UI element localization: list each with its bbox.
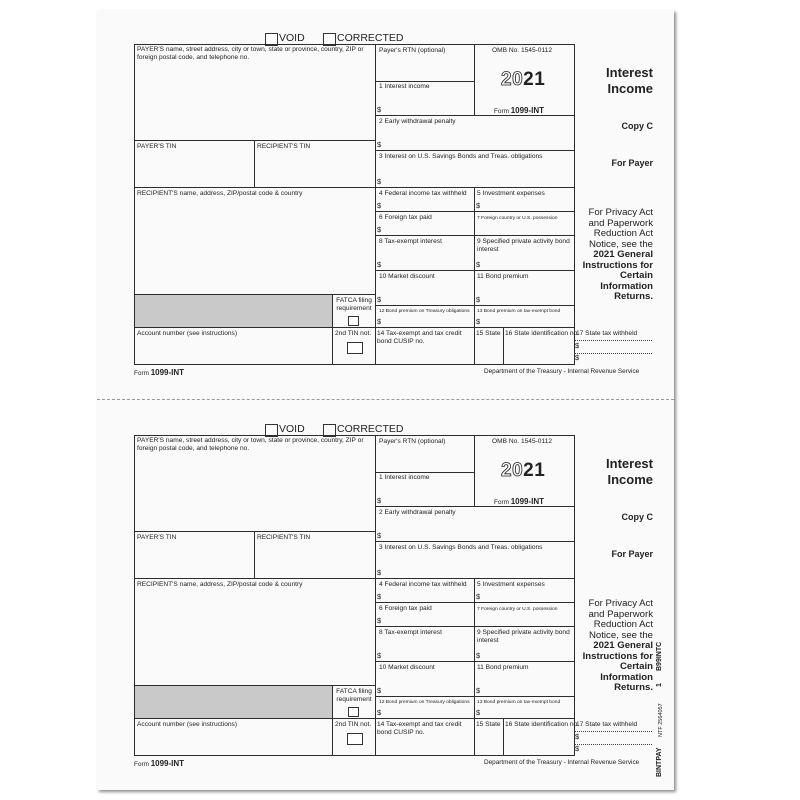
void-label: VOID bbox=[279, 32, 305, 44]
box11-label: 11 Bond premium bbox=[477, 273, 529, 280]
second-tin-checkbox[interactable] bbox=[347, 342, 363, 354]
fatca-label: FATCA filing requirement bbox=[336, 688, 372, 703]
form-label: Form 1099-INT bbox=[494, 106, 545, 115]
recipient-info-label: RECIPIENT'S name, address, ZIP/postal code & country bbox=[137, 190, 303, 197]
box10-dollar: $ bbox=[377, 295, 382, 304]
box6-dollar: $ bbox=[377, 616, 382, 625]
box3-label: 3 Interest on U.S. Savings Bonds and Treas. obligations bbox=[379, 544, 543, 551]
void-label: VOID bbox=[279, 423, 305, 435]
payer-tin-label: PAYER'S TIN bbox=[137, 534, 177, 541]
shaded-area bbox=[134, 294, 332, 327]
box17-dollar-1: $ bbox=[575, 341, 580, 350]
box2-dollar: $ bbox=[377, 531, 382, 540]
form-title: Interest Income bbox=[606, 456, 653, 487]
box17-dollar-1: $ bbox=[575, 732, 580, 741]
box6-label: 6 Foreign tax paid bbox=[379, 214, 432, 221]
payer-info-field[interactable] bbox=[135, 64, 374, 139]
copy-label: Copy C bbox=[621, 512, 653, 522]
box5-dollar: $ bbox=[476, 201, 481, 210]
form-title: Interest Income bbox=[606, 65, 653, 96]
box14-label: 14 Tax-exempt and tax credit bond CUSIP no. bbox=[377, 721, 462, 736]
box13-label: 13 Bond premium on tax-exempt bond bbox=[477, 700, 561, 705]
box17-label: 17 State tax withheld bbox=[576, 330, 638, 337]
recipient-tin-label: RECIPIENT'S TIN bbox=[257, 534, 311, 541]
product-code: B99INTC bbox=[656, 641, 663, 671]
department-label: Department of the Treasury - Internal Revenue Service bbox=[484, 368, 640, 375]
box11-dollar: $ bbox=[476, 295, 481, 304]
box12-dollar: $ bbox=[377, 708, 382, 717]
box3-dollar: $ bbox=[377, 568, 382, 577]
box16-label: 16 State identification no. bbox=[505, 721, 580, 728]
privacy-notice: For Privacy Act and Paperwork Reduction Act Notice, see the 2021 General Instructions for Certain Information Returns. bbox=[582, 207, 653, 302]
box9-label: 9 Specified private activity bond interest bbox=[477, 629, 570, 644]
box17-dollar-2: $ bbox=[575, 744, 580, 753]
box5-label: 5 Investment expenses bbox=[477, 581, 545, 588]
box1-dollar: $ bbox=[377, 496, 382, 505]
box8-dollar: $ bbox=[377, 651, 382, 660]
box10-label: 10 Market discount bbox=[379, 273, 435, 280]
box1-dollar: $ bbox=[377, 105, 382, 114]
box12-label: 12 Bond premium on Treasury obligations bbox=[379, 700, 470, 705]
omb-number: OMB No. 1545-0112 bbox=[492, 47, 552, 54]
box13-dollar: $ bbox=[476, 708, 481, 717]
box9-dollar: $ bbox=[476, 260, 481, 269]
box4-dollar: $ bbox=[377, 592, 382, 601]
form-label: Form 1099-INT bbox=[494, 497, 545, 506]
box1-label: 1 Interest income bbox=[379, 474, 430, 481]
box16-label: 16 State identification no. bbox=[505, 330, 580, 337]
box15-label: 15 State bbox=[476, 330, 501, 337]
box2-label: 2 Early withdrawal penalty bbox=[379, 118, 456, 125]
ntf-code: NTF 2564057 bbox=[658, 703, 664, 737]
payer-info-label: PAYER'S name, street address, city or town, state or province, country, ZIP or foreign postal code, and telephone no. bbox=[137, 46, 364, 61]
box15-label: 15 State bbox=[476, 721, 501, 728]
box11-dollar: $ bbox=[476, 686, 481, 695]
box14-label: 14 Tax-exempt and tax credit bond CUSIP no. bbox=[377, 330, 462, 345]
shaded-area bbox=[134, 685, 332, 718]
fatca-checkbox[interactable] bbox=[348, 316, 359, 326]
box3-label: 3 Interest on U.S. Savings Bonds and Treas. obligations bbox=[379, 153, 543, 160]
box5-dollar: $ bbox=[476, 592, 481, 601]
form-1099-int-copy-top bbox=[97, 10, 674, 390]
second-tin-checkbox[interactable] bbox=[347, 733, 363, 745]
box17-dollar-2: $ bbox=[575, 353, 580, 362]
fatca-label: FATCA filing requirement bbox=[336, 297, 372, 312]
department-label: Department of the Treasury - Internal Revenue Service bbox=[484, 759, 640, 766]
box8-label: 8 Tax-exempt interest bbox=[379, 238, 442, 245]
tax-year: 2021 bbox=[501, 460, 546, 481]
box8-label: 8 Tax-exempt interest bbox=[379, 629, 442, 636]
bintpay-code: BINTPAY bbox=[656, 747, 663, 777]
copy-label: Copy C bbox=[621, 121, 653, 131]
payer-info-label: PAYER'S name, street address, city or town, state or province, country, ZIP or foreign postal code, and telephone no. bbox=[137, 437, 364, 452]
payer-tin-label: PAYER'S TIN bbox=[137, 143, 177, 150]
form-footer-label: Form 1099-INT bbox=[134, 759, 185, 768]
box7-label: 7 Foreign country or U.S. possession bbox=[477, 607, 558, 612]
box7-label: 7 Foreign country or U.S. possession bbox=[477, 216, 558, 221]
corrected-label: CORRECTED bbox=[337, 423, 404, 435]
box2-label: 2 Early withdrawal penalty bbox=[379, 509, 456, 516]
box1-label: 1 Interest income bbox=[379, 83, 430, 90]
for-payer-label: For Payer bbox=[611, 549, 653, 559]
box9-label: 9 Specified private activity bond interest bbox=[477, 238, 570, 253]
tax-year: 2021 bbox=[501, 69, 546, 90]
second-tin-label: 2nd TIN not. bbox=[335, 721, 372, 728]
recipient-info-label: RECIPIENT'S name, address, ZIP/postal code & country bbox=[137, 581, 303, 588]
form-1099-int-copy-bottom bbox=[97, 401, 674, 781]
for-payer-label: For Payer bbox=[611, 158, 653, 168]
form-footer-label: Form 1099-INT bbox=[134, 368, 185, 377]
box12-dollar: $ bbox=[377, 317, 382, 326]
box8-dollar: $ bbox=[377, 260, 382, 269]
form-sheet bbox=[97, 10, 674, 790]
box10-label: 10 Market discount bbox=[379, 664, 435, 671]
box6-label: 6 Foreign tax paid bbox=[379, 605, 432, 612]
product-code-one: 1 bbox=[656, 683, 663, 687]
account-label: Account number (see instructions) bbox=[137, 721, 238, 728]
box12-label: 12 Bond premium on Treasury obligations bbox=[379, 309, 470, 314]
box4-label: 4 Federal income tax withheld bbox=[379, 190, 467, 197]
box13-label: 13 Bond premium on tax-exempt bond bbox=[477, 309, 561, 314]
box4-label: 4 Federal income tax withheld bbox=[379, 581, 467, 588]
box17-label: 17 State tax withheld bbox=[576, 721, 638, 728]
account-label: Account number (see instructions) bbox=[137, 330, 238, 337]
box4-dollar: $ bbox=[377, 201, 382, 210]
corrected-label: CORRECTED bbox=[337, 32, 404, 44]
perforation-line bbox=[97, 399, 674, 400]
recipient-tin-label: RECIPIENT'S TIN bbox=[257, 143, 311, 150]
box10-dollar: $ bbox=[377, 686, 382, 695]
payer-rtn-label: Payer's RTN (optional) bbox=[379, 438, 446, 445]
second-tin-label: 2nd TIN not. bbox=[335, 330, 372, 337]
privacy-notice: For Privacy Act and Paperwork Reduction Act Notice, see the 2021 General Instructions for Certain Information Returns. bbox=[582, 598, 653, 693]
box3-dollar: $ bbox=[377, 177, 382, 186]
box13-dollar: $ bbox=[476, 317, 481, 326]
box9-dollar: $ bbox=[476, 651, 481, 660]
box5-label: 5 Investment expenses bbox=[477, 190, 545, 197]
payer-rtn-label: Payer's RTN (optional) bbox=[379, 47, 446, 54]
box11-label: 11 Bond premium bbox=[477, 664, 529, 671]
fatca-checkbox[interactable] bbox=[348, 707, 359, 717]
box6-dollar: $ bbox=[377, 225, 382, 234]
omb-number: OMB No. 1545-0112 bbox=[492, 438, 552, 445]
payer-info-field[interactable] bbox=[135, 455, 374, 530]
box2-dollar: $ bbox=[377, 140, 382, 149]
